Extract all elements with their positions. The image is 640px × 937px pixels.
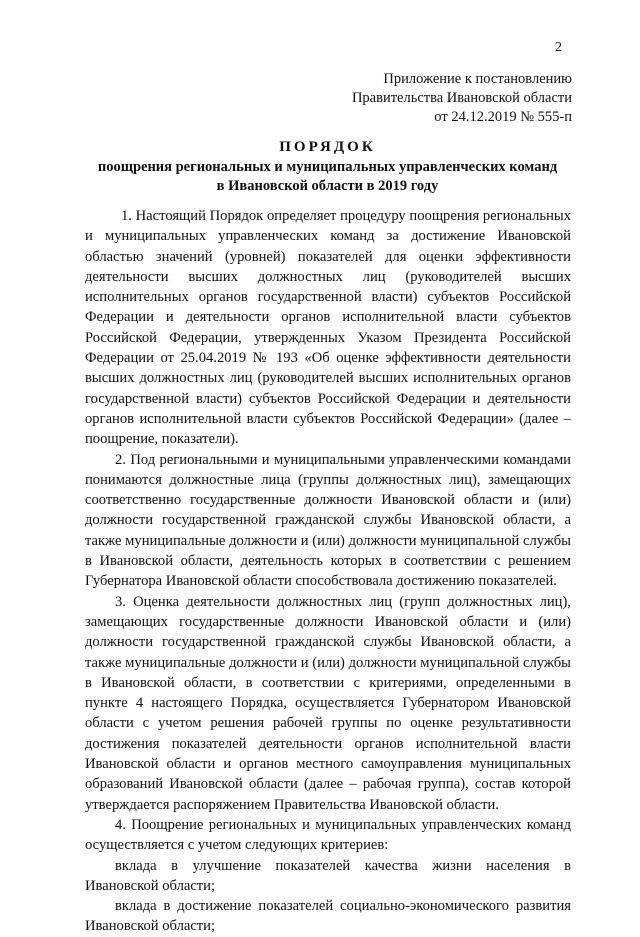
title-main: ПОРЯДОК <box>279 139 376 155</box>
title-line-3: в Ивановской области в 2019 году <box>216 178 439 194</box>
appendix-header <box>352 70 572 127</box>
paragraph-2: 2. Под региональными и муниципальными управленческими командами понимаются должностные лица (группы должностных лиц), замещающих соответственно государственные должности Ивановской области и (или) должности государственной гражданской службы Ивановской области, а также муниципальные должности и (или) должности муниципальной службы в Ивановской области, деятельность которых в соответствии с решением Губернатора Ивановской области способствовала достижению показателей. <box>85 451 571 590</box>
document-title <box>85 136 570 196</box>
appendix-line-3: от 24.12.2019 № 555-п <box>434 109 572 125</box>
paragraph-3: 3. Оценка деятельности должностных лиц (групп должностных лиц), замещающих государственные должности Ивановской области и (или) должности государственной гражданской службы Ивановской области, а также муниципальные должности и (или) должности муниципальной службы в Ивановской области, в соответствии с критериями, определенными в пункте 4 настоящего Порядка, осуществляется Губернатором Ивановской области с учетом решения рабочей группы по оценке результативности достижения показателей деятельности органов исполнительной власти Ивановской области и органов местного самоуправления муниципальных образований Ивановской области (далее – рабочая группа), состав которой утверждается распоряжением Правительства Ивановской области. <box>85 593 571 813</box>
document-body <box>85 206 571 937</box>
appendix-line-1: Приложение к постановлению <box>383 71 572 87</box>
criterion-2: вклада в достижение показателей социально-экономического развития Ивановской области; <box>85 898 571 935</box>
paragraph-1: 1. Настоящий Порядок определяет процедуру поощрения региональных и муниципальных управленческих команд за достижение Ивановской областью значений (уровней) показателей для оценки эффективности деятельности высших должностных лиц (руководителей высших исполнительных органов государственной власти) субъектов Российской Федерации и деятельности органов исполнительной власти субъектов Российской Федерации, утвержденных Указом Президента Российской Федерации от 25.04.2019 № 193 «Об оценке эффективности деятельности высших должностных лиц (руководителей высших исполнительных органов государственной власти) субъектов Российской Федерации и деятельности органов исполнительной власти субъектов Российской Федерации» (далее – поощрение, показатели). <box>85 208 571 448</box>
paragraph-4: 4. Поощрение региональных и муниципальных управленческих команд осуществляется с учетом следующих критериев: <box>85 816 571 854</box>
page-number: 2 <box>555 40 562 55</box>
appendix-line-2: Правительства Ивановской области <box>351 90 572 106</box>
title-line-2: поощрения региональных и муниципальных управленческих команд <box>97 159 558 175</box>
criterion-1: вклада в улучшение показателей качества жизни населения в Ивановской области; <box>85 857 571 894</box>
